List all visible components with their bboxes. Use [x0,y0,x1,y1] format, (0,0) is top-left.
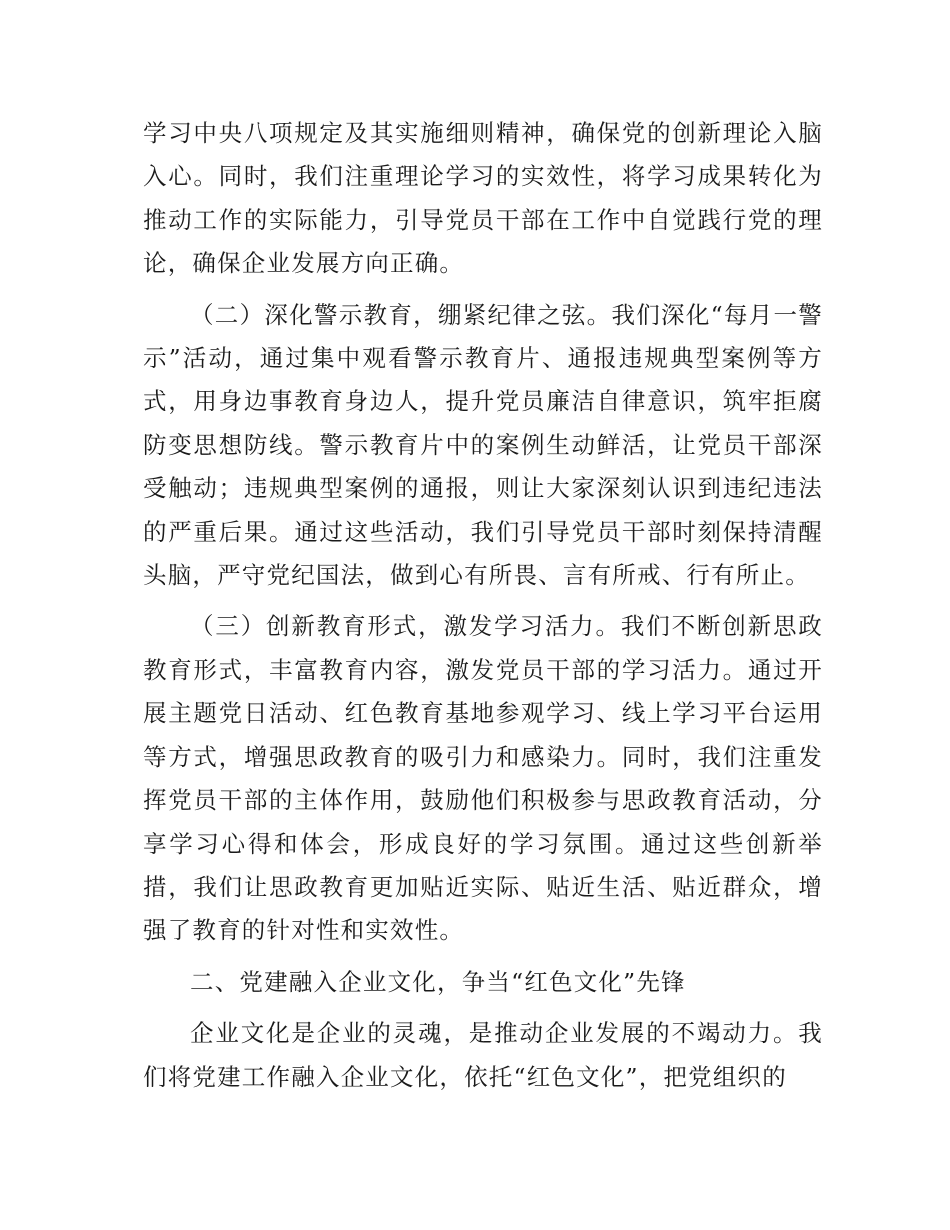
paragraph-continuation: 学习中央八项规定及其实施细则精神，确保党的创新理论入脑入心。同时，我们注重理论学习的实效性，将学习成果转化为推动工作的实际能力，引导党员干部在工作中自觉践行党的理论，确保企业发展方向正确。 [143,119,823,278]
paragraph-innovative-education: （三）创新教育形式，激发学习活力。我们不断创新思政教育形式，丰富教育内容，激发党员干部的学习活力。通过开展主题党日活动、红色教育基地参观学习、线上学习平台运用等方式，增强思政教育的吸引力和感染力。同时，我们注重发挥党员干部的主体作用，鼓励他们积极参与思政教育活动，分享学习心得和体会，形成良好的学习氛围。通过这些创新举措，我们让思政教育更加贴近实际、贴近生活、贴近群众，增强了教育的针对性和实效性。 [143,612,823,945]
section-heading: 二、党建融入企业文化，争当“红色文化”先锋 [190,967,686,996]
paragraph-warning-education: （二）深化警示教育，绷紧纪律之弦。我们深化“每月一警示”活动，通过集中观看警示教育片、通报违规典型案例等方式，用身边事教育身边人，提升党员廉洁自律意识，筑牢拒腐防变思想防线。警示教育片中的案例生动鲜活，让党员干部深受触动；违规典型案例的通报，则让大家深刻认识到违纪违法的严重后果。通过这些活动，我们引导党员干部时刻保持清醒头脑，严守党纪国法，做到心有所畏、言有所戒、行有所止。 [143,300,823,590]
paragraph-corporate-culture: 企业文化是企业的灵魂，是推动企业发展的不竭动力。我们将党建工作融入企业文化，依托“红色文化”，把党组织的 [143,1019,823,1091]
document-body [143,112,823,1107]
